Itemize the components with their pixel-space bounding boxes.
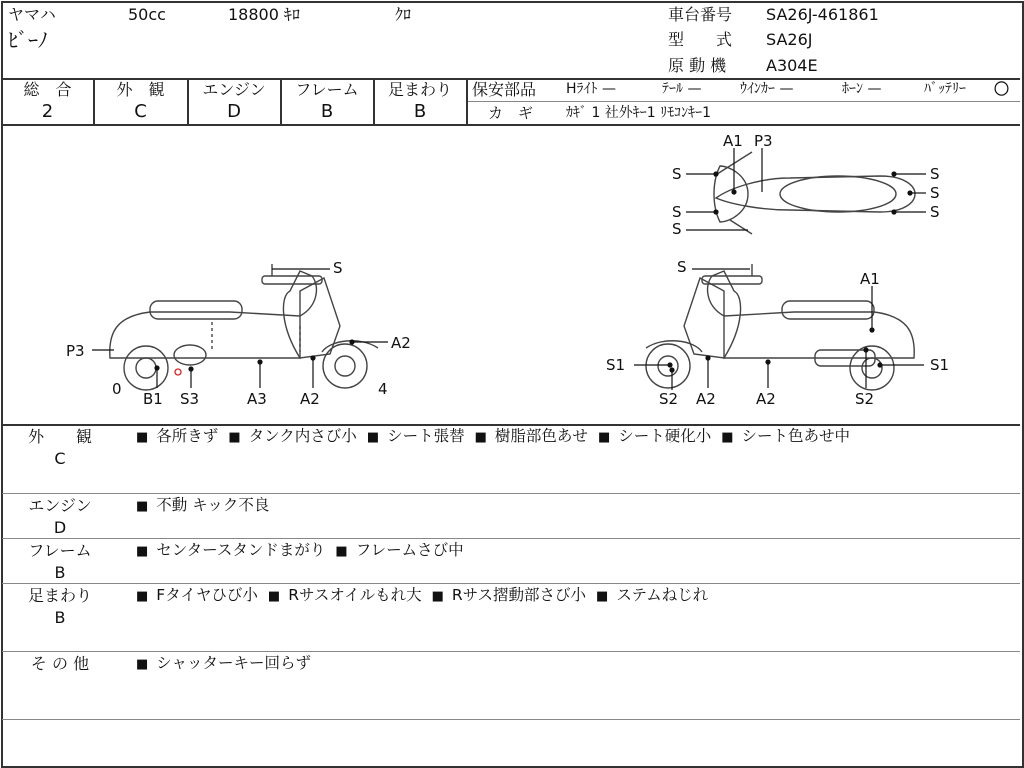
- label-left-s3: S3: [180, 390, 200, 408]
- overall-label: 総 合: [23, 80, 72, 99]
- engine-label: エンジン: [202, 80, 266, 99]
- label-top-s-4: S: [930, 165, 940, 183]
- right-rear-wheel: [850, 346, 894, 390]
- safety-taillight: ﾃｰﾙ —: [662, 81, 702, 97]
- note-category: 足まわり: [27, 586, 92, 605]
- top-legshield: [714, 166, 748, 222]
- label-right-a2-a: A2: [696, 390, 716, 408]
- left-legshield: [300, 278, 340, 358]
- keys-label: カ ギ: [488, 104, 534, 122]
- engine-model: A304E: [766, 56, 818, 75]
- note-items: [136, 656, 311, 672]
- note-item: フレームさび中: [355, 541, 464, 559]
- exterior-label: 外 観: [116, 80, 165, 99]
- frame-grade: B: [320, 101, 334, 122]
- note-item: Rサスオイルもれ大: [288, 586, 422, 604]
- safety-headlight: Hﾗｲﾄ —: [566, 81, 616, 97]
- label-top-a1: A1: [723, 132, 743, 150]
- note-item: Fタイヤひび小: [156, 586, 258, 604]
- bullet-icon: ■: [431, 589, 444, 604]
- type-label: 型 式: [668, 30, 733, 49]
- note-category: そ の 他: [30, 654, 90, 673]
- diagram-bottom: [2, 424, 1020, 426]
- notes-divider-4: [2, 651, 1020, 652]
- label-right-s2-left: S2: [659, 390, 679, 408]
- note-grade: C: [54, 449, 66, 468]
- label-top-p3: P3: [754, 132, 773, 150]
- damage-marker: [175, 369, 181, 375]
- label-left-b1: B1: [143, 390, 163, 408]
- engine-model-label: 原 動 機: [668, 56, 727, 75]
- top-scooter-body: [716, 176, 915, 212]
- label-top-s-2: S: [672, 203, 682, 221]
- label-left-0: 0: [112, 380, 122, 398]
- bullet-icon: ■: [335, 544, 348, 559]
- label-right-s1-right: S1: [930, 356, 950, 374]
- bullet-icon: ■: [228, 430, 241, 445]
- label-top-s-6: S: [930, 203, 940, 221]
- mileage: 18800 ｷﾛ: [228, 5, 300, 24]
- col-divider-5: [466, 78, 468, 125]
- note-items: [136, 543, 464, 559]
- note-items: [136, 588, 708, 604]
- note-grade: B: [54, 608, 66, 627]
- model-name: ﾋﾞｰﾉ: [8, 28, 48, 52]
- note-item: ステムねじれ: [616, 586, 709, 604]
- suspension-grade: B: [413, 101, 427, 122]
- safety-winker: ｳｲﾝｶｰ —: [740, 81, 794, 97]
- safety-horn: ﾎｰﾝ —: [842, 81, 882, 97]
- note-item: タンク内さび小: [248, 427, 357, 445]
- frame-number-label: 車台番号: [668, 5, 733, 24]
- notes-divider-5: [2, 719, 1020, 720]
- bullet-icon: ■: [136, 589, 149, 604]
- color: ｸﾛ: [395, 5, 412, 24]
- battery-ok-mark: 〇: [994, 80, 1010, 98]
- label-right-a2-b: A2: [756, 390, 776, 408]
- bullet-icon: ■: [596, 589, 609, 604]
- bullet-icon: ■: [136, 657, 149, 672]
- note-category: 外 観: [27, 427, 92, 446]
- bullet-icon: ■: [366, 430, 380, 445]
- note-item: シート硬化小: [618, 427, 712, 445]
- frame-label: フレーム: [295, 80, 359, 99]
- left-front-wheel: [323, 344, 367, 388]
- label-left-p3: P3: [66, 342, 85, 360]
- bullet-icon: ■: [136, 544, 149, 559]
- label-right-a1: A1: [860, 270, 880, 288]
- bullet-icon: ■: [474, 430, 487, 445]
- bullet-icon: ■: [597, 430, 611, 445]
- suspension-label: 足まわり: [387, 80, 452, 99]
- maker: ヤマハ: [8, 5, 56, 24]
- notes-divider-3: [2, 583, 1020, 584]
- label-top-s-1: S: [672, 165, 682, 183]
- top-seat: [780, 176, 896, 212]
- label-left-a2-bottom: A2: [300, 390, 320, 408]
- bullet-icon: ■: [267, 589, 281, 604]
- bullet-icon: ■: [136, 499, 149, 514]
- label-left-a2-front: A2: [391, 334, 411, 352]
- overall-grade: 2: [41, 101, 54, 122]
- note-item: Rサス摺動部さび小: [451, 586, 587, 604]
- note-category: エンジン: [28, 496, 92, 515]
- label-top-s-5: S: [930, 184, 940, 202]
- label-top-s-3: S: [672, 220, 682, 238]
- note-category: フレーム: [28, 541, 92, 560]
- safety-battery: ﾊﾞｯﾃﾘｰ: [924, 81, 966, 97]
- right-legshield: [684, 278, 724, 358]
- engine-grade: D: [227, 101, 241, 122]
- exterior-grade: C: [134, 101, 147, 122]
- note-grade: B: [54, 563, 66, 582]
- safety-divider: [466, 101, 1020, 102]
- bullet-icon: ■: [721, 430, 734, 445]
- bullet-icon: ■: [136, 430, 149, 445]
- frame-number: SA26J-461861: [766, 5, 879, 24]
- right-front-fender: [646, 341, 702, 352]
- scooter-diagram: [0, 126, 1024, 424]
- notes-divider-2: [2, 538, 1020, 539]
- label-right-s2-right: S2: [855, 390, 875, 408]
- label-left-a3: A3: [247, 390, 267, 408]
- label-right-s-handle: S: [677, 258, 687, 276]
- note-items: [136, 498, 269, 514]
- label-left-s-handle: S: [333, 259, 343, 277]
- note-grade: D: [53, 518, 67, 537]
- note-item: シート色あせ中: [741, 427, 851, 445]
- note-item: センタースタンドまがり: [156, 541, 326, 559]
- displacement: 50cc: [128, 5, 166, 24]
- note-item: 不動 キック不良: [156, 496, 270, 514]
- note-item: 各所きず: [156, 427, 219, 445]
- left-muffler: [174, 345, 206, 365]
- note-items: [136, 429, 850, 445]
- keys-value: ｶｷﾞ 1 社外ｷｰ1 ﾘﾓｺﾝｷｰ1: [566, 105, 712, 121]
- safety-label: 保安部品: [472, 80, 537, 99]
- type-value: SA26J: [766, 30, 813, 49]
- note-item: 樹脂部色あせ: [494, 427, 588, 445]
- right-seat: [782, 301, 874, 319]
- notes-divider-1: [2, 493, 1020, 494]
- label-right-s1-left: S1: [606, 356, 626, 374]
- left-seat: [150, 301, 242, 319]
- note-item: シャッターキー回らず: [156, 654, 311, 672]
- left-rear-wheel: [124, 346, 168, 390]
- note-item: シート張替: [387, 427, 465, 445]
- label-left-4: 4: [378, 380, 388, 398]
